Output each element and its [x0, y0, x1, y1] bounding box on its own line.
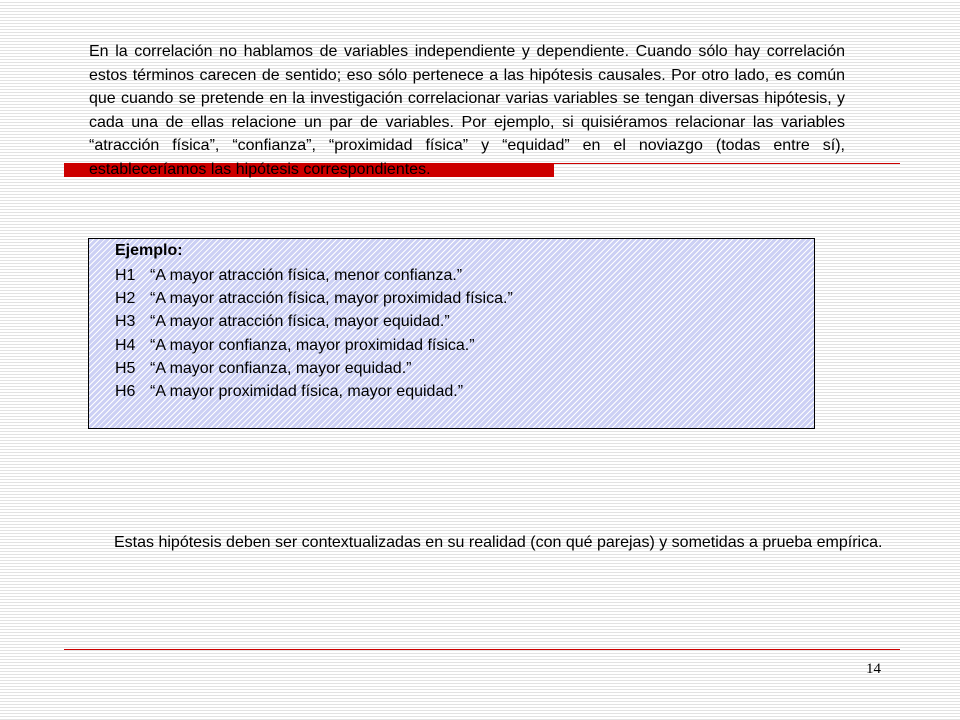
- page-number: 14: [866, 661, 881, 677]
- hypothesis-text: “A mayor atracción física, mayor equidad.”: [150, 313, 450, 331]
- hypothesis-id: H4: [115, 336, 136, 354]
- hypothesis-text: “A mayor confianza, mayor equidad.”: [150, 359, 412, 377]
- intro-paragraph: En la correlación no hablamos de variables independiente y dependiente. Cuando sólo hay correlación estos términos carecen de sentido; eso sólo pertenece a las hipótesis causales. Por otro lado, es común que cuando se pretende en la investigación correlacionar varias variables se tengan diversas hipótesis, y cada una de ellas relacione un par de variables. Por ejemplo, si quisiéramos relacionar las variables “atracción física”, “confianza”, “proximidad física” y “equidad” en el noviazgo (todas entre sí), estableceríamos las hipótesis correspondientes.: [89, 43, 845, 178]
- hypothesis-text: “A mayor atracción física, menor confianza.”: [150, 267, 463, 284]
- hypothesis-id: H1: [115, 267, 136, 284]
- footer-rule: [64, 649, 900, 650]
- hypothesis-item: [115, 310, 513, 333]
- hypothesis-id: H5: [115, 359, 136, 377]
- hypothesis-id: H2: [115, 290, 136, 308]
- example-box: [88, 238, 815, 429]
- hypothesis-item: [115, 287, 513, 310]
- hypothesis-text: “A mayor proximidad física, mayor equidad.”: [150, 383, 464, 401]
- closing-paragraph: Estas hipótesis deben ser contextualizadas en su realidad (con qué parejas) y sometidas a prueba empírica.: [114, 534, 883, 551]
- hypothesis-id: H3: [115, 313, 136, 331]
- hypothesis-text: “A mayor atracción física, mayor proximidad física.”: [150, 290, 513, 308]
- hypothesis-item: [115, 264, 513, 287]
- hypothesis-id: H6: [115, 383, 136, 401]
- hypothesis-list: [115, 264, 513, 403]
- hypothesis-item: [115, 357, 513, 380]
- hypothesis-text: “A mayor confianza, mayor proximidad física.”: [150, 336, 475, 354]
- hypothesis-item: [115, 334, 513, 357]
- hypothesis-item: [115, 380, 513, 403]
- example-title: Ejemplo:: [115, 242, 183, 259]
